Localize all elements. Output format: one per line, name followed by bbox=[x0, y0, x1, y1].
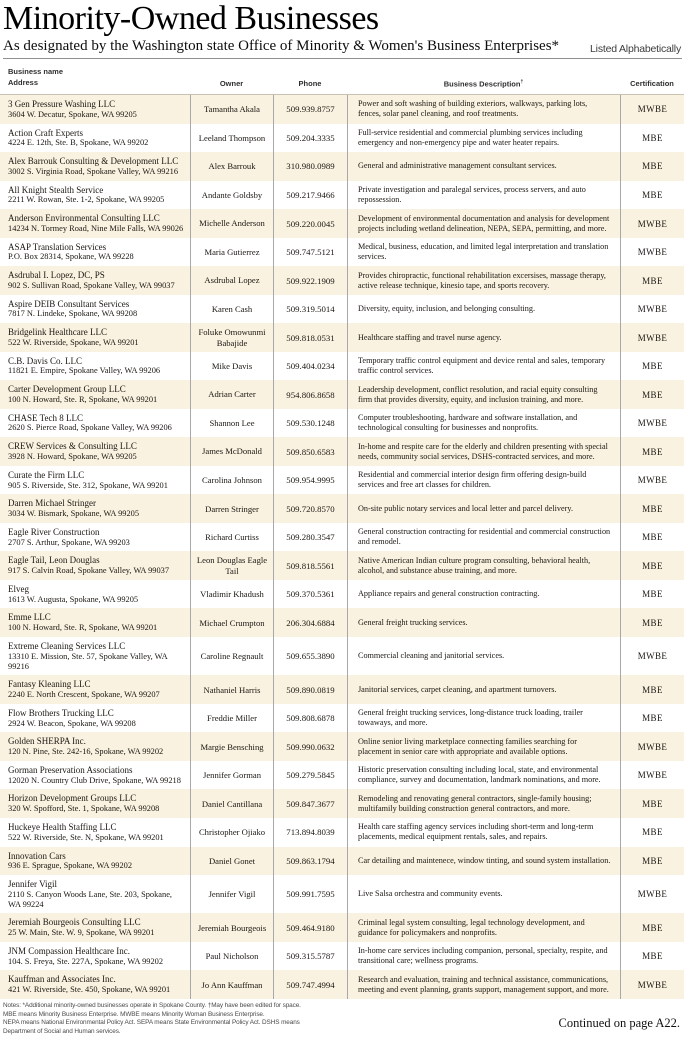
table-row bbox=[0, 847, 684, 876]
business-address: 25 W. Main, Ste. W. 9, Spokane, WA 99201 bbox=[8, 928, 155, 938]
business-address: 522 W. Riverside, Spokane, WA 99201 bbox=[8, 337, 139, 347]
certification-badge: MWBE bbox=[620, 209, 684, 238]
business-description: General and administrative management consultant services. bbox=[347, 152, 620, 181]
certification-badge: MWBE bbox=[620, 466, 684, 495]
business-name: Eagle Tail, Leon Douglas bbox=[8, 555, 100, 566]
business-description: On-site public notary services and local letter and parcel delivery. bbox=[347, 494, 620, 523]
business-description: Leadership development, conflict resolution, and racial equity consulting firm that provides diversity, equity, and inclusion training, and more. bbox=[347, 380, 620, 409]
footnote-line: MBE means Minority Business Enterprise. MWBE means Minority Woman Business Enterprise. bbox=[3, 1010, 265, 1018]
business-name-cell bbox=[0, 409, 190, 438]
table-row bbox=[0, 523, 684, 552]
business-description: Health care staffing agency services including short-term and long-term placements, medical equipment rentals, sales, and repairs. bbox=[347, 818, 620, 847]
phone-number: 509.847.3677 bbox=[273, 789, 347, 818]
owner-name: Shannon Lee bbox=[190, 409, 273, 438]
business-name-cell bbox=[0, 675, 190, 704]
business-address: 7817 N. Lindeke, Spokane, WA 99208 bbox=[8, 309, 138, 319]
business-name: JNM Compassion Healthcare Inc. bbox=[8, 945, 130, 956]
business-description: Healthcare staffing and travel nurse agency. bbox=[347, 323, 620, 352]
business-name-cell bbox=[0, 761, 190, 790]
phone-number: 509.319.5014 bbox=[273, 295, 347, 324]
owner-name: Richard Curtiss bbox=[190, 523, 273, 552]
masthead bbox=[0, 0, 684, 59]
business-address: 100 N. Howard, Ste. R, Spokane, WA 99201 bbox=[8, 394, 158, 404]
table-column-headers bbox=[0, 59, 684, 95]
certification-badge: MBE bbox=[620, 437, 684, 466]
certification-badge: MWBE bbox=[620, 409, 684, 438]
business-name: Gorman Preservation Associations bbox=[8, 764, 133, 775]
table-row bbox=[0, 875, 684, 913]
business-name: ASAP Translation Services bbox=[8, 241, 107, 252]
sort-note: Listed Alphabetically bbox=[590, 42, 681, 55]
owner-name: Jeremiah Bourgeois bbox=[190, 913, 273, 942]
phone-number: 310.980.0989 bbox=[273, 152, 347, 181]
owner-name: Adrian Carter bbox=[190, 380, 273, 409]
business-name-cell bbox=[0, 466, 190, 495]
business-description: Private investigation and paralegal services, process servers, and auto repossession. bbox=[347, 181, 620, 210]
certification-badge: MBE bbox=[620, 266, 684, 295]
table-row bbox=[0, 675, 684, 704]
table-row bbox=[0, 437, 684, 466]
business-address: 13310 E. Mission, Ste. 57, Spokane Valley, WA 99216 bbox=[8, 651, 168, 671]
business-address: 104. S. Freya, Ste. 227A, Spokane, WA 99202 bbox=[8, 956, 164, 966]
owner-name: Tamantha Akala bbox=[190, 95, 273, 124]
business-description: Provides chiropractic, functional rehabilitation excersises, massage therapy, active release technique, kinesio tape, and sports recovery. bbox=[347, 266, 620, 295]
business-description: Janitorial services, carpet cleaning, and apartment turnovers. bbox=[347, 675, 620, 704]
business-name: All Knight Stealth Service bbox=[8, 184, 104, 195]
owner-name: Christopher Ojiako bbox=[190, 818, 273, 847]
table-row bbox=[0, 152, 684, 181]
table-row bbox=[0, 970, 684, 999]
certification-badge: MWBE bbox=[620, 637, 684, 675]
business-description: Medical, business, education, and limited legal interpretation and translation services. bbox=[347, 238, 620, 267]
table-row bbox=[0, 409, 684, 438]
business-name: C.B. Davis Co. LLC bbox=[8, 355, 83, 366]
phone-number: 509.808.6878 bbox=[273, 704, 347, 733]
certification-badge: MBE bbox=[620, 523, 684, 552]
table-row bbox=[0, 551, 684, 580]
business-address: 3604 W. Decatur, Spokane, WA 99205 bbox=[8, 109, 137, 119]
owner-name: Caroline Regnault bbox=[190, 637, 273, 675]
continued-note: Continued on page A22. bbox=[558, 1015, 680, 1030]
business-description: In-home and respite care for the elderly and children presenting with special needs, community social services, DSHS-contracted services, and more. bbox=[347, 437, 620, 466]
business-description: Live Salsa orchestra and community events. bbox=[347, 875, 620, 913]
column-header-description: Business Description† bbox=[443, 78, 524, 89]
phone-number: 509.370.5361 bbox=[273, 580, 347, 609]
business-name-cell bbox=[0, 266, 190, 295]
business-name-cell bbox=[0, 608, 190, 637]
owner-name: James McDonald bbox=[190, 437, 273, 466]
business-name-cell bbox=[0, 437, 190, 466]
business-name-cell bbox=[0, 238, 190, 267]
column-header-business-name: Business name Address bbox=[8, 66, 64, 87]
business-name: Fantasy Kleaning LLC bbox=[8, 679, 91, 690]
footnotes bbox=[3, 1002, 301, 1037]
business-name-cell bbox=[0, 523, 190, 552]
business-name: CHASE Tech 8 LLC bbox=[8, 412, 83, 423]
table-row bbox=[0, 732, 684, 761]
business-name: Eagle River Construction bbox=[8, 526, 100, 537]
owner-name: Jennifer Gorman bbox=[190, 761, 273, 790]
business-name: Horizon Development Groups LLC bbox=[8, 793, 137, 804]
business-description: Development of environmental documentation and analysis for development projects including wetland delineation, NEPA, SEPA, permitting, and more. bbox=[347, 209, 620, 238]
business-address: 2211 W. Rowan, Ste. 1-2, Spokane, WA 99205 bbox=[8, 195, 165, 205]
certification-badge: MWBE bbox=[620, 761, 684, 790]
business-description: Native American Indian culture program consulting, behavioral health, alcohol, and substance abuse training, and more. bbox=[347, 551, 620, 580]
certification-badge: MBE bbox=[620, 942, 684, 971]
business-description: Research and evaluation, training and technical assistance, communications, meeting and event planning, grants support, management support, and more. bbox=[347, 970, 620, 999]
business-name-cell bbox=[0, 295, 190, 324]
business-name: Flow Brothers Trucking LLC bbox=[8, 707, 114, 718]
phone-number: 954.806.8658 bbox=[273, 380, 347, 409]
table-row bbox=[0, 380, 684, 409]
phone-number: 509.939.8757 bbox=[273, 95, 347, 124]
business-address: 120 N. Pine, Ste. 242-16, Spokane, WA 99202 bbox=[8, 747, 164, 757]
table-row bbox=[0, 323, 684, 352]
business-name-cell bbox=[0, 637, 190, 675]
business-name-cell bbox=[0, 732, 190, 761]
certification-badge: MBE bbox=[620, 789, 684, 818]
table-row bbox=[0, 238, 684, 267]
business-name-cell bbox=[0, 494, 190, 523]
business-name: Aspire DEIB Consultant Services bbox=[8, 298, 130, 309]
phone-number: 509.655.3890 bbox=[273, 637, 347, 675]
business-address: 2707 S. Arthur, Spokane, WA 99203 bbox=[8, 537, 130, 547]
business-description: Full-service residential and commercial plumbing services including emergency and non-emergency pipe and water heater repairs. bbox=[347, 124, 620, 153]
business-name: Extreme Cleaning Services LLC bbox=[8, 640, 126, 651]
owner-name: Michael Crumpton bbox=[190, 608, 273, 637]
table-row bbox=[0, 704, 684, 733]
page-footer bbox=[0, 999, 684, 1037]
table-row bbox=[0, 608, 684, 637]
business-description: Appliance repairs and general construction contracting. bbox=[347, 580, 620, 609]
phone-number: 509.204.3335 bbox=[273, 124, 347, 153]
table-row bbox=[0, 181, 684, 210]
business-description: General freight trucking services, long-distance truck loading, trailer towaways, and more. bbox=[347, 704, 620, 733]
table-row bbox=[0, 761, 684, 790]
table-row bbox=[0, 466, 684, 495]
table-row bbox=[0, 913, 684, 942]
table-row bbox=[0, 266, 684, 295]
owner-name: Freddie Miller bbox=[190, 704, 273, 733]
phone-number: 509.315.5787 bbox=[273, 942, 347, 971]
business-name-cell bbox=[0, 913, 190, 942]
table-row bbox=[0, 95, 684, 124]
business-description: Criminal legal system consulting, legal technology development, and guidance for policymakers and nonprofits. bbox=[347, 913, 620, 942]
certification-badge: MWBE bbox=[620, 875, 684, 913]
business-description: Residential and commercial interior design firm offering design-build services and free art classes for children. bbox=[347, 466, 620, 495]
phone-number: 509.220.0045 bbox=[273, 209, 347, 238]
certification-badge: MBE bbox=[620, 181, 684, 210]
phone-number: 509.404.0234 bbox=[273, 352, 347, 381]
phone-number: 509.890.0819 bbox=[273, 675, 347, 704]
business-description: Online senior living marketplace connecting families searching for placement in senior care with appropriate and available options. bbox=[347, 732, 620, 761]
business-name: Jeremiah Bourgeois Consulting LLC bbox=[8, 917, 141, 928]
table-row bbox=[0, 818, 684, 847]
business-address: 12020 N. Country Club Drive, Spokane, WA 99218 bbox=[8, 775, 181, 785]
business-name-cell bbox=[0, 380, 190, 409]
owner-name: Vladimir Khadush bbox=[190, 580, 273, 609]
business-name: Emme LLC bbox=[8, 612, 51, 623]
owner-name: Maria Gutierrez bbox=[190, 238, 273, 267]
owner-name: Asdrubal Lopez bbox=[190, 266, 273, 295]
business-description: In-home care services including companion, personal, specialty, respite, and transitional care; wellness programs. bbox=[347, 942, 620, 971]
certification-badge: MBE bbox=[620, 847, 684, 876]
owner-name: Alex Barrouk bbox=[190, 152, 273, 181]
owner-name: Margie Bensching bbox=[190, 732, 273, 761]
business-description: Car detailing and maintenece, window tinting, and sound system installation. bbox=[347, 847, 620, 876]
certification-badge: MBE bbox=[620, 124, 684, 153]
table-body bbox=[0, 94, 684, 999]
business-address: 522 W. Riverside, Ste. N, Spokane, WA 99201 bbox=[8, 832, 164, 842]
business-name-cell bbox=[0, 124, 190, 153]
phone-number: 509.747.4994 bbox=[273, 970, 347, 999]
owner-name: Carolina Johnson bbox=[190, 466, 273, 495]
business-address: 3002 S. Virginia Road, Spokane Valley, WA 99216 bbox=[8, 166, 179, 176]
business-address: 936 E. Sprague, Spokane, WA 99202 bbox=[8, 861, 133, 871]
certification-badge: MWBE bbox=[620, 238, 684, 267]
phone-number: 509.863.1794 bbox=[273, 847, 347, 876]
owner-name: Andante Goldsby bbox=[190, 181, 273, 210]
footnote-line: Department of Social and Human services. bbox=[3, 1027, 121, 1035]
business-name: Action Craft Experts bbox=[8, 127, 83, 138]
phone-number: 713.894.8039 bbox=[273, 818, 347, 847]
business-address: 320 W. Spofford, Ste. 1, Spokane, WA 99208 bbox=[8, 804, 160, 814]
phone-number: 206.304.6884 bbox=[273, 608, 347, 637]
business-name: Elveg bbox=[8, 583, 29, 594]
subtitle-row bbox=[3, 38, 682, 59]
owner-name: Jennifer Vigil bbox=[190, 875, 273, 913]
certification-badge: MBE bbox=[620, 494, 684, 523]
page-title: Minority-Owned Businesses bbox=[3, 0, 379, 37]
business-description: General freight trucking services. bbox=[347, 608, 620, 637]
business-name-cell bbox=[0, 580, 190, 609]
footnote-line: NEPA means National Environmental Policy Act. SEPA means State Environmental Policy Act. DSHS means bbox=[3, 1019, 300, 1027]
business-name-cell bbox=[0, 181, 190, 210]
owner-name: Nathaniel Harris bbox=[190, 675, 273, 704]
business-address: 421 W. Riverside, Ste. 450, Spokane, WA 99201 bbox=[8, 985, 171, 995]
certification-badge: MBE bbox=[620, 551, 684, 580]
owner-name: Foluke Omowunmi Babajide bbox=[190, 323, 273, 352]
table-row bbox=[0, 124, 684, 153]
column-header-certification: Certification bbox=[630, 79, 674, 89]
column-header-phone: Phone bbox=[298, 79, 322, 89]
table-row bbox=[0, 494, 684, 523]
certification-badge: MWBE bbox=[620, 970, 684, 999]
business-address: P.O. Box 28314, Spokane, WA 99228 bbox=[8, 252, 134, 262]
phone-number: 509.279.5845 bbox=[273, 761, 347, 790]
phone-number: 509.954.9995 bbox=[273, 466, 347, 495]
business-name: CREW Services & Consulting LLC bbox=[8, 441, 137, 452]
owner-name: Michelle Anderson bbox=[190, 209, 273, 238]
certification-badge: MBE bbox=[620, 913, 684, 942]
table-row bbox=[0, 352, 684, 381]
owner-name: Paul Nicholson bbox=[190, 942, 273, 971]
certification-badge: MBE bbox=[620, 675, 684, 704]
business-address: 100 N. Howard, Ste. R, Spokane, WA 99201 bbox=[8, 623, 158, 633]
phone-number: 509.818.5561 bbox=[273, 551, 347, 580]
business-name-cell bbox=[0, 789, 190, 818]
owner-name: Leon Douglas Eagle Tail bbox=[190, 551, 273, 580]
certification-badge: MBE bbox=[620, 704, 684, 733]
owner-name: Daniel Cantillana bbox=[190, 789, 273, 818]
owner-name: Leeland Thompson bbox=[190, 124, 273, 153]
owner-name: Karen Cash bbox=[190, 295, 273, 324]
business-description: Temporary traffic control equipment and device rental and sales, temporary traffic control services. bbox=[347, 352, 620, 381]
business-address: 14234 N. Tormey Road, Nine Mile Falls, WA 99026 bbox=[8, 223, 184, 233]
business-description: General construction contracting for residential and commercial construction and remodel. bbox=[347, 523, 620, 552]
phone-number: 509.922.1909 bbox=[273, 266, 347, 295]
business-address: 2620 S. Pierce Road, Spokane Valley, WA 99206 bbox=[8, 423, 172, 433]
business-name-cell bbox=[0, 704, 190, 733]
phone-number: 509.217.9466 bbox=[273, 181, 347, 210]
certification-badge: MWBE bbox=[620, 732, 684, 761]
business-name: Golden SHERPA Inc. bbox=[8, 736, 86, 747]
phone-number: 509.990.0632 bbox=[273, 732, 347, 761]
owner-name: Jo Ann Kauffman bbox=[190, 970, 273, 999]
phone-number: 509.850.6583 bbox=[273, 437, 347, 466]
business-name: Anderson Environmental Consulting LLC bbox=[8, 213, 160, 224]
business-name-cell bbox=[0, 847, 190, 876]
business-address: 3034 W. Bismark, Spokane, WA 99205 bbox=[8, 509, 140, 519]
page-subtitle: As designated by the Washington state Office of Minority & Women's Business Enterprises* bbox=[3, 37, 560, 54]
business-name: Jennifer Vigil bbox=[8, 879, 58, 890]
business-name-cell bbox=[0, 209, 190, 238]
business-address: 2924 W. Beacon, Spokane, WA 99208 bbox=[8, 718, 136, 728]
business-address: 4224 E. 12th, Ste. B, Spokane, WA 99202 bbox=[8, 138, 149, 148]
column-header-owner: Owner bbox=[219, 79, 244, 89]
business-address: 11821 E. Empire, Spokane Valley, WA 99206 bbox=[8, 366, 161, 376]
phone-number: 509.991.7595 bbox=[273, 875, 347, 913]
table-row bbox=[0, 942, 684, 971]
certification-badge: MBE bbox=[620, 818, 684, 847]
business-name: Bridgelink Healthcare LLC bbox=[8, 327, 107, 338]
business-name: Huckeye Health Staffing LLC bbox=[8, 821, 117, 832]
business-name-cell bbox=[0, 323, 190, 352]
business-name: Carter Development Group LLC bbox=[8, 384, 126, 395]
table-row bbox=[0, 295, 684, 324]
business-address: 2110 S. Canyon Woods Lane, Ste. 203, Spokane, WA 99224 bbox=[8, 889, 173, 909]
business-address: 905 S. Riverside, Ste. 312, Spokane, WA 99201 bbox=[8, 480, 168, 490]
phone-number: 509.280.3547 bbox=[273, 523, 347, 552]
table-row bbox=[0, 789, 684, 818]
table-row bbox=[0, 580, 684, 609]
business-name: Kauffman and Associates Inc. bbox=[8, 974, 116, 985]
business-name: Curate the Firm LLC bbox=[8, 469, 85, 480]
business-name-cell bbox=[0, 95, 190, 124]
business-name-cell bbox=[0, 352, 190, 381]
business-description: Power and soft washing of building exteriors, walkways, parking lots, fences, solar panel cleaning, and roof treatments. bbox=[347, 95, 620, 124]
owner-name: Darren Stringer bbox=[190, 494, 273, 523]
business-name-cell bbox=[0, 818, 190, 847]
business-description: Computer troubleshooting, hardware and software installation, and technological consulting for businesses and nonprofits. bbox=[347, 409, 620, 438]
certification-badge: MWBE bbox=[620, 95, 684, 124]
business-name: Alex Barrouk Consulting & Development LLC bbox=[8, 156, 179, 167]
certification-badge: MBE bbox=[620, 608, 684, 637]
certification-badge: MBE bbox=[620, 580, 684, 609]
dagger-mark: † bbox=[520, 78, 524, 85]
business-name-cell bbox=[0, 875, 190, 913]
owner-name: Mike Davis bbox=[190, 352, 273, 381]
business-description: Diversity, equity, inclusion, and belonging consulting. bbox=[347, 295, 620, 324]
owner-name: Daniel Gonet bbox=[190, 847, 273, 876]
phone-number: 509.747.5121 bbox=[273, 238, 347, 267]
business-name-cell bbox=[0, 942, 190, 971]
business-address: 902 S. Sullivan Road, Spokane Valley, WA 99037 bbox=[8, 280, 175, 290]
business-name-cell bbox=[0, 551, 190, 580]
certification-badge: MWBE bbox=[620, 295, 684, 324]
business-address: 1613 W. Augusta, Spokane, WA 99205 bbox=[8, 594, 139, 604]
certification-badge: MBE bbox=[620, 152, 684, 181]
business-name: Darren Michael Stringer bbox=[8, 498, 96, 509]
business-name: Asdrubal I. Lopez, DC, PS bbox=[8, 270, 105, 281]
table-row bbox=[0, 209, 684, 238]
business-name: 3 Gen Pressure Washing LLC bbox=[8, 99, 116, 110]
business-name-cell bbox=[0, 970, 190, 999]
table-row bbox=[0, 637, 684, 675]
certification-badge: MBE bbox=[620, 380, 684, 409]
phone-number: 509.530.1248 bbox=[273, 409, 347, 438]
business-name: Innovation Cars bbox=[8, 850, 66, 861]
phone-number: 509.818.0531 bbox=[273, 323, 347, 352]
business-address: 917 S. Calvin Road, Spokane Valley, WA 99037 bbox=[8, 566, 170, 576]
phone-number: 509.720.8570 bbox=[273, 494, 347, 523]
certification-badge: MBE bbox=[620, 352, 684, 381]
business-description: Historic preservation consulting including local, state, and environmental compliance, survey and documentation, landmark nominations, and more. bbox=[347, 761, 620, 790]
business-address: 2240 E. North Crescent, Spokane, WA 99207 bbox=[8, 690, 160, 700]
business-name-cell bbox=[0, 152, 190, 181]
business-address: 3928 N. Howard, Spokane, WA 99205 bbox=[8, 451, 137, 461]
business-description: Remodeling and renovating general contractors, single-family housing; multifamily building construction general contractors, and more. bbox=[347, 789, 620, 818]
certification-badge: MWBE bbox=[620, 323, 684, 352]
footnote-line: Notes: *Additional minority-owned businesses operate in Spokane County. †May have been edited for space. bbox=[3, 1001, 301, 1009]
business-description: Commercial cleaning and janitorial services. bbox=[347, 637, 620, 675]
phone-number: 509.464.9180 bbox=[273, 913, 347, 942]
